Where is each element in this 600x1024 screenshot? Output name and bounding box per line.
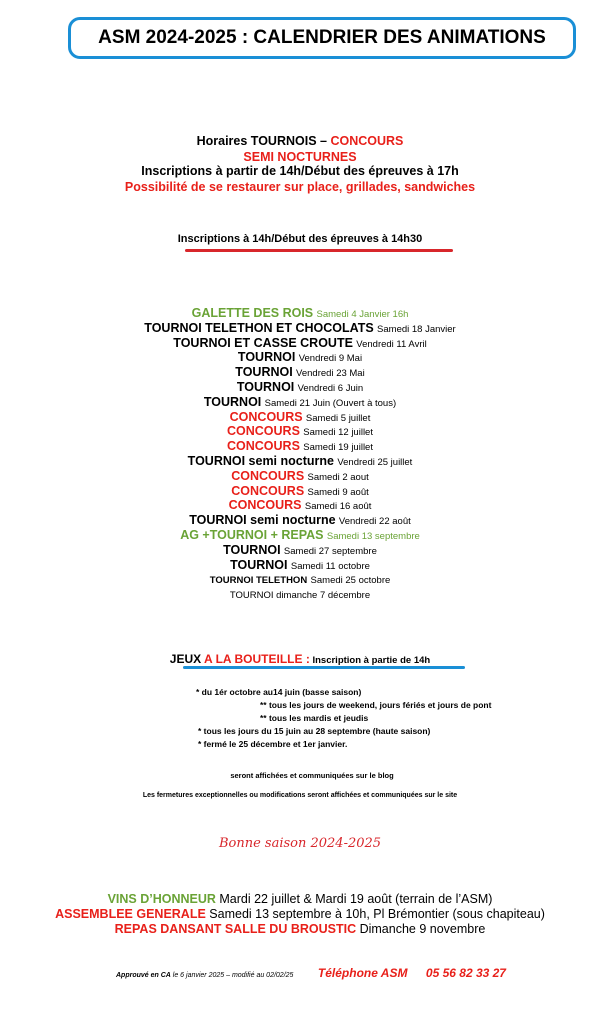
note-blog: seront affichées et communiquées sur le blog bbox=[230, 771, 394, 780]
event-name: TOURNOI semi nocturne bbox=[189, 513, 336, 528]
schedule-item: * du 1ér octobre au14 juin (basse saison) bbox=[196, 687, 362, 697]
event-date: Samedi 9 août bbox=[307, 486, 369, 498]
event-date: Vendredi 9 Mai bbox=[298, 353, 363, 365]
event-date: Samedi 27 septembre bbox=[283, 545, 377, 557]
event-row bbox=[0, 336, 600, 352]
schedule-item: * fermé le 25 décembre et 1er janvier. bbox=[198, 739, 348, 749]
event-date: Samedi 11 octobre bbox=[290, 560, 370, 572]
event-row bbox=[0, 543, 600, 559]
event-date: Samedi 25 octobre bbox=[310, 575, 391, 587]
event-date: Samedi 13 septembre bbox=[326, 531, 420, 542]
horaires-line-5: Inscriptions à 14h/Début des épreuves à 14h30 bbox=[177, 233, 423, 245]
assemblee-generale-line: ASSEMBLEE GENERALE Samedi 13 septembre à 10h, Pl Brémontier (sous chapiteau) bbox=[55, 907, 545, 921]
event-date: Vendredi 11 Avril bbox=[356, 338, 427, 350]
event-name: TOURNOI ET CASSE CROUTE bbox=[173, 335, 353, 350]
event-date: Vendredi 25 juillet bbox=[337, 457, 413, 468]
phone-number: 05 56 82 33 27 bbox=[425, 966, 506, 980]
event-name: CONCOURS bbox=[231, 483, 305, 498]
horaires-line-4: Possibilité de se restaurer sur place, grillades, sandwiches bbox=[124, 180, 476, 194]
event-date: Samedi 5 juillet bbox=[305, 412, 371, 424]
event-name: TOURNOI bbox=[236, 380, 295, 394]
event-row bbox=[0, 454, 600, 470]
event-date: Samedi 12 juillet bbox=[303, 427, 373, 439]
event-date: Samedi 21 Juin (Ouvert à tous) bbox=[264, 397, 397, 409]
red-divider bbox=[185, 249, 453, 252]
event-row bbox=[0, 424, 600, 440]
event-name: TOURNOI bbox=[235, 365, 293, 380]
event-row bbox=[0, 498, 600, 514]
event-name: TOURNOI bbox=[203, 394, 262, 409]
event-name: CONCOURS bbox=[231, 468, 305, 483]
event-row bbox=[0, 469, 600, 485]
event-row bbox=[0, 350, 600, 366]
event-date: Samedi 2 aout bbox=[307, 471, 369, 483]
event-row bbox=[0, 306, 600, 322]
event-row bbox=[0, 587, 600, 603]
event-name: AG +TOURNOI + REPAS bbox=[180, 528, 324, 542]
event-date: Samedi 19 juillet bbox=[303, 442, 373, 454]
horaires-line-3: Inscriptions à partir de 14h/Début des épreuves à 17h bbox=[141, 164, 459, 178]
event-row bbox=[0, 439, 600, 455]
approval-note: Approuvé en CA le 6 janvier 2025 – modifié au 02/02/25 bbox=[116, 972, 294, 979]
event-name: TOURNOI TELETHON bbox=[209, 575, 308, 587]
event-date: Vendredi 22 août bbox=[338, 516, 411, 528]
schedule-item: * tous les jours du 15 juin au 28 septembre (haute saison) bbox=[198, 726, 431, 736]
event-row bbox=[0, 395, 600, 411]
event-name: CONCOURS bbox=[227, 439, 300, 454]
footer bbox=[116, 964, 506, 982]
event-name: TOURNOI bbox=[237, 350, 296, 365]
event-name: TOURNOI bbox=[223, 542, 281, 557]
schedule-item: ** tous les jours de weekend, jours fériés et jours de pont bbox=[260, 700, 492, 710]
event-row bbox=[0, 572, 600, 588]
page-title: ASM 2024-2025 : CALENDRIER DES ANIMATIONS bbox=[68, 17, 576, 59]
event-name: GALETTE DES ROIS bbox=[191, 306, 314, 320]
horaires-line-1: Horaires TOURNOIS – CONCOURS bbox=[196, 134, 404, 148]
event-row bbox=[0, 484, 600, 500]
event-name: CONCOURS bbox=[229, 409, 303, 424]
event-row bbox=[0, 410, 600, 426]
repas-dansant-line: REPAS DANSANT SALLE DU BROUSTIC Dimanche 9 novembre bbox=[114, 922, 486, 936]
event-row bbox=[0, 528, 600, 544]
event-date: Samedi 18 Janvier bbox=[377, 323, 456, 335]
event-name: CONCOURS bbox=[227, 424, 300, 439]
event-row bbox=[0, 380, 600, 396]
event-date: Samedi 4 Janvier 16h bbox=[316, 309, 409, 320]
horaires-line-2: SEMI NOCTURNES bbox=[243, 150, 357, 164]
event-row bbox=[0, 321, 600, 337]
event-name: TOURNOI semi nocturne bbox=[187, 454, 334, 468]
event-name: TOURNOI dimanche 7 décembre bbox=[229, 590, 371, 602]
phone-label: Téléphone ASM bbox=[317, 966, 408, 980]
event-name: CONCOURS bbox=[228, 498, 302, 513]
vins-honneur-line: VINS D’HONNEUR Mardi 22 juillet & Mardi 19 août (terrain de l’ASM) bbox=[107, 892, 493, 906]
event-row bbox=[0, 365, 600, 381]
event-row bbox=[0, 558, 600, 574]
event-date: Vendredi 23 Mai bbox=[296, 368, 365, 380]
greeting: Bonne saison 2024-2025 bbox=[218, 836, 382, 851]
event-name: TOURNOI bbox=[230, 557, 288, 572]
jeux-bouteille-heading: JEUX A LA BOUTEILLE : Inscription à partie de 14h bbox=[169, 652, 431, 666]
note-site: Les fermetures exceptionnelles ou modifications seront affichées et communiquées sur le site bbox=[142, 792, 458, 799]
schedule-item: ** tous les mardis et jeudis bbox=[260, 713, 369, 723]
event-date: Vendredi 6 Juin bbox=[297, 383, 364, 394]
event-date: Samedi 16 août bbox=[304, 501, 372, 513]
event-name: TOURNOI TELETHON ET CHOCOLATS bbox=[144, 320, 374, 335]
blue-divider bbox=[183, 666, 465, 669]
event-row bbox=[0, 513, 600, 529]
